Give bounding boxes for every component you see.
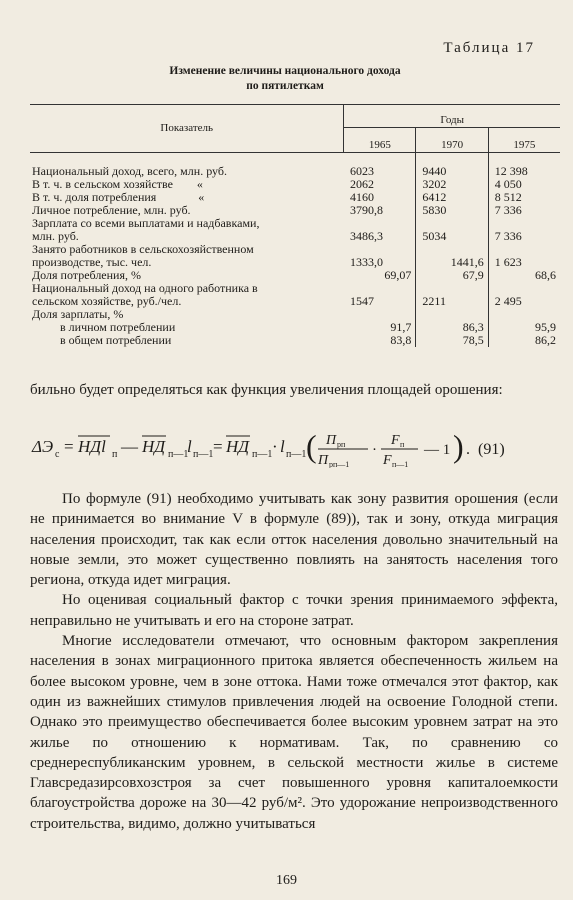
cell-1965: 1333,0 xyxy=(344,256,416,269)
svg-text:п—1: п—1 xyxy=(252,449,273,460)
table-title-line-2: по пятилеткам xyxy=(246,80,324,92)
paragraph: Многие исследователи отмечают, что основным фактором закрепления населения в зонах миграционного притока является обеспеченность жильем на более высоком уровне, чем в зоне оттока. Нами тоже отмечался этот фактор, как один из важнейших стимулов привлечения людей на освоение Голодной степи. Однако это преимущество обеспечивается более высоким уровнем затрат на это жилье по отношению к нормативам. Так, по сравнению со среднереспубликанским уровнем, в сельской местности жилье в системе Главсредазирсовхозстроя за счет повышенного уровня капиталоемкости благоустройства дороже на 30—42 руб/м². Это удорожание непроизводственного строительства, видимо, должно учитываться xyxy=(30,633,558,832)
main-text xyxy=(30,489,558,834)
cell-1975: 68,6 xyxy=(535,268,556,282)
cell-1975: 86,2 xyxy=(535,333,556,347)
svg-text:НДl: НДl xyxy=(78,437,106,456)
svg-text:П: П xyxy=(326,433,337,448)
row-label: Национальный доход на одного работника в xyxy=(32,281,258,295)
cell-1965: 69,07 xyxy=(344,269,416,282)
cell-1975: 7 336 xyxy=(494,229,522,243)
cell-1970: 78,5 xyxy=(416,334,488,347)
row-label: Личное потребление, млн. руб. xyxy=(32,203,191,217)
svg-text:— 1: — 1 xyxy=(424,442,451,458)
cell-1975: 8 512 xyxy=(494,190,522,204)
data-table xyxy=(30,104,560,347)
cell-1970: 9440 xyxy=(416,165,488,178)
header-year-1975: 1975 xyxy=(488,128,560,153)
table-title-line-1: Изменение величины национального дохода xyxy=(169,65,401,77)
svg-text:П: П xyxy=(318,453,329,468)
svg-text:·: · xyxy=(372,442,377,458)
row-label: В т. ч. в сельском хозяйстве « xyxy=(32,177,203,191)
cell-1975: 1 623 xyxy=(494,255,522,269)
row-label: Зарплата со всеми выплатами и надбавками, xyxy=(32,216,260,230)
svg-text:.: . xyxy=(466,441,470,458)
cell-1970: 5830 xyxy=(416,204,488,217)
svg-text:=: = xyxy=(213,437,223,456)
svg-text:—: — xyxy=(121,437,138,456)
header-indicator: Показатель xyxy=(30,105,344,153)
cell-1970: 3202 xyxy=(416,178,488,191)
cell-1975: 4 050 xyxy=(494,177,522,191)
row-label: Доля потребления, % xyxy=(32,268,141,282)
svg-text:=: = xyxy=(64,437,74,456)
svg-text:п—1: п—1 xyxy=(392,460,409,468)
cell-1965: 4160 xyxy=(344,191,416,204)
row-label: в общем потреблении xyxy=(60,333,172,347)
svg-text:(: ( xyxy=(306,428,317,464)
svg-text:рп—1: рп—1 xyxy=(329,460,350,468)
svg-text:п: п xyxy=(112,449,118,460)
row-label: сельском хозяйстве, руб./чел. xyxy=(32,294,182,308)
svg-text:НД: НД xyxy=(226,437,250,456)
cell-1975: 2 495 xyxy=(494,294,522,308)
row-label: в личном потреблении xyxy=(60,320,176,334)
table-header-row xyxy=(30,105,560,128)
header-years: Годы xyxy=(344,105,560,128)
row-label: млн. руб. xyxy=(32,229,79,243)
svg-text:п—1: п—1 xyxy=(193,449,214,460)
paragraph: Но оценивая социальный фактор с точки зрения принимаемого эффекта, неправильно не учитывать и его на стороне затрат. xyxy=(30,592,558,629)
cell-1975: 12 398 xyxy=(494,164,528,178)
cell-1965: 3790,8 xyxy=(344,204,416,217)
row-label: производстве, тыс. чел. xyxy=(32,255,152,269)
svg-text:п—1: п—1 xyxy=(168,449,189,460)
svg-text:рп: рп xyxy=(337,440,346,449)
cell-1975: 7 336 xyxy=(494,203,522,217)
table-label: Таблица 17 xyxy=(443,40,535,56)
header-year-1970: 1970 xyxy=(416,128,488,153)
formula-graphic xyxy=(30,428,558,468)
cell-1965: 6023 xyxy=(344,165,416,178)
cell-1965: 2062 xyxy=(344,178,416,191)
cell-1970: 1441,6 xyxy=(416,256,488,269)
table-row xyxy=(30,334,560,347)
row-label: В т. ч. доля потребления « xyxy=(32,190,205,204)
row-label: Доля зарплаты, % xyxy=(32,307,124,321)
paragraph: По формуле (91) необходимо учитывать как зону развития орошения (если не принимается во внимание V в формуле (89)), так и зону, откуда миграция населения происходит, так как если отток населения довольно значительный на новые земли, это может существенно повлиять на занятость населения того региона, откуда идет миграция. xyxy=(30,491,558,589)
cell-1965: 1547 xyxy=(344,295,416,308)
page-number: 169 xyxy=(276,873,297,888)
intro-paragraph xyxy=(30,380,558,400)
header-year-1965: 1965 xyxy=(344,128,416,153)
svg-text:п: п xyxy=(400,440,405,449)
cell-1970: 2211 xyxy=(416,295,488,308)
formula-91 xyxy=(30,428,558,468)
svg-text:): ) xyxy=(453,428,464,464)
svg-text:F: F xyxy=(383,453,392,468)
formula-lhs-sub: с xyxy=(55,449,60,460)
svg-text:F: F xyxy=(391,433,400,448)
cell-1970: 6412 xyxy=(416,191,488,204)
svg-text:l: l xyxy=(187,437,192,456)
intro-text: бильно будет определяться как функция увеличения площадей орошения: xyxy=(30,382,503,398)
cell-1970: 5034 xyxy=(416,230,488,243)
row-label: Национальный доход, всего, млн. руб. xyxy=(32,164,227,178)
cell-1965: 83,8 xyxy=(344,334,416,347)
cell-1970: 86,3 xyxy=(416,321,488,334)
cell-1965: 91,7 xyxy=(344,321,416,334)
cell-1970: 67,9 xyxy=(416,269,488,282)
table-title xyxy=(80,64,490,94)
equation-number: (91) xyxy=(478,441,505,458)
row-label: Занято работников в сельскохозяйственном xyxy=(32,242,254,256)
svg-text:НД: НД xyxy=(142,437,166,456)
cell-1975: 95,9 xyxy=(535,320,556,334)
svg-text:п—1: п—1 xyxy=(286,449,307,460)
svg-text:l: l xyxy=(280,437,285,456)
cell-1965: 3486,3 xyxy=(344,230,416,243)
svg-text:·: · xyxy=(272,437,278,456)
table-row xyxy=(30,217,560,230)
formula-lhs: ΔЭ xyxy=(32,437,54,456)
